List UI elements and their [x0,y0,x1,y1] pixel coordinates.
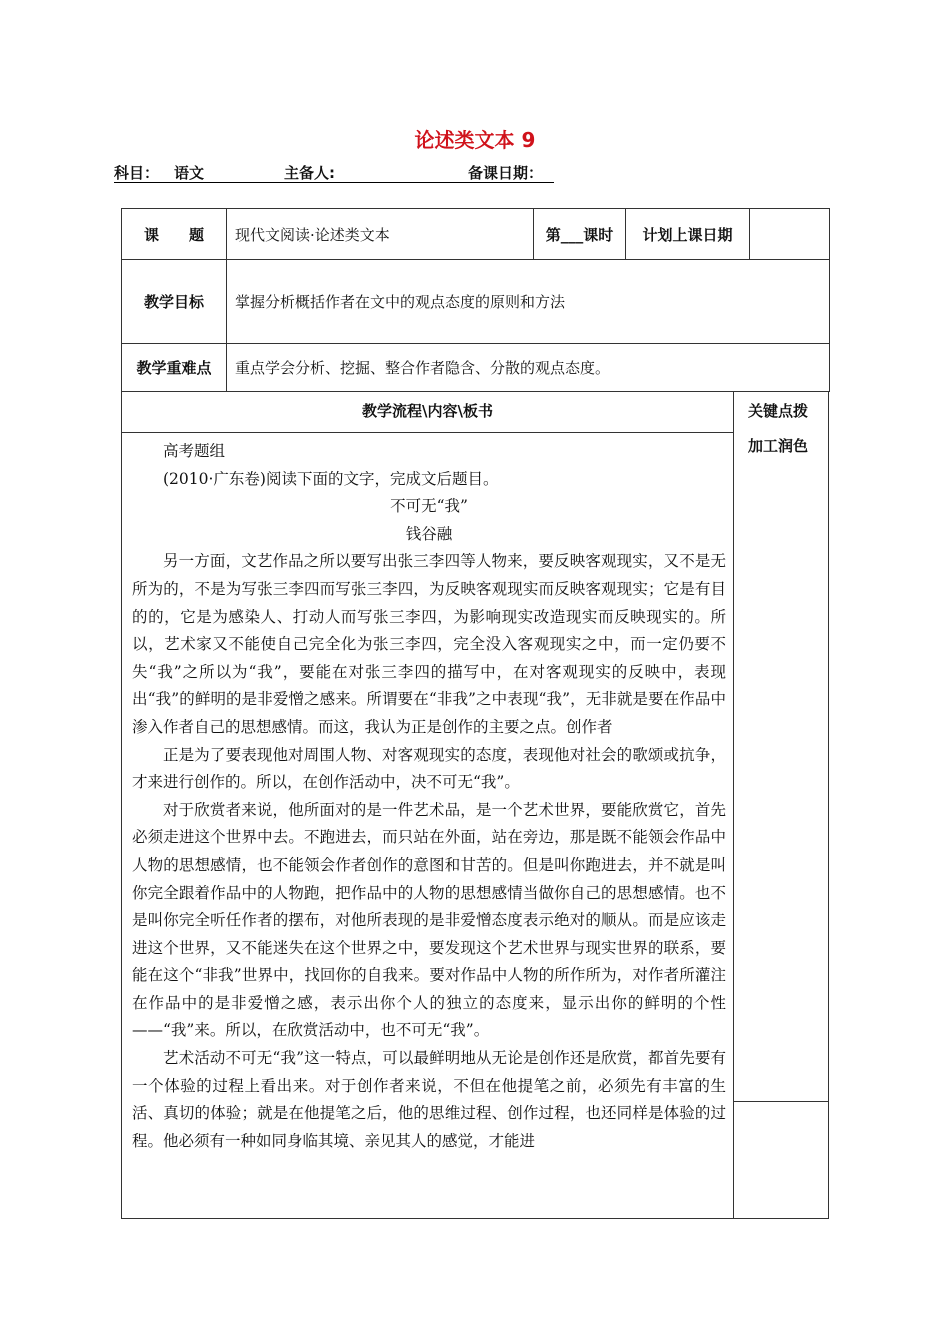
plan-date-label: 计划上课日期 [626,209,750,260]
header-divider [122,432,733,433]
polish-label: 加工润色 [748,437,809,455]
subject-label: 科目： [114,164,160,182]
side-divider [733,1101,828,1102]
period-label: 第___课时 [534,209,626,260]
paragraph: 正是为了要表现他对周围人物、对客观现实的态度，表现他对社会的歌颂或抗争，才来进行创作的。所以，在创作活动中，决不可无“我”。 [132,745,726,792]
key-points-label: 关键点拨 [748,402,809,420]
article-title: 不可无“我” [390,497,468,516]
article-author: 钱谷融 [405,524,453,543]
teaching-flow-section [121,391,829,1219]
subject-value: 语文 [174,164,205,182]
question-intro: (2010·广东卷)阅读下面的文字，完成文后题目。 [163,469,499,488]
column-divider [733,392,734,1218]
topic-value: 现代文阅读·论述类文本 [227,209,534,260]
key-value: 重点学会分析、挖掘、整合作者隐含、分散的观点态度。 [227,344,830,392]
lesson-plan-table [121,208,830,392]
date-label: 备课日期： [468,164,544,182]
paragraph: 艺术活动不可无“我”这一特点，可以最鲜明地从无论是创作还是欣赏，都首先要有一个体验的过程上看出来。对于创作者来说，不但在他提笔之前，必须先有丰富的生活、真切的体验；就是在他提笔之后，他的思维过程、创作过程，也还同样是体验的过程。他必须有一种如同身临其境、亲见其人的感觉，才能进 [132,1049,726,1150]
key-label: 教学重难点 [122,344,227,392]
goal-value: 掌握分析概括作者在文中的观点态度的原则和方法 [227,260,830,344]
section-label: 高考题组 [163,442,226,460]
paragraph: 对于欣赏者来说，他所面对的是一件艺术品，是一个艺术世界，要能欣赏它，首先必须走进这个世界中去。不跑进去，而只站在外面，站在旁边，那是既不能领会作品中人物的思想感情，也不能领会作者创作的意图和甘苦的。但是叫你跑进去，并不就是叫你完全跟着作品中的人物跑，把作品中的人物的思想感情当做你自己的思想感情。也不是叫你完全听任作者的摆布，对他所表现的是非爱憎态度表示绝对的顺从。而是应该走进这个世界，又不能迷失在这个世界之中，要发现这个艺术世界与现实世界的联系，要能在这个“非我”世界中，找回你的自我来。要对作品中人物的所作所为，对作者所灌注在作品中的是非爱憎之感，表示出你个人的独立的态度来，显示出你的鲜明的个性——“我”来。所以，在欣赏活动中，也不可无“我”。 [132,800,726,1040]
page-title: 论述类文本 9 [414,128,536,152]
preparer-label: 主备人: [284,164,335,182]
plan-date-value [750,209,830,260]
flow-header: 教学流程\内容\板书 [362,402,493,420]
article-content [132,438,726,1155]
goal-label: 教学目标 [122,260,227,344]
paragraph: 另一方面，文艺作品之所以要写出张三李四等人物来，要反映客观现实，又不是无所为的，不是为写张三李四而写张三李四，为反映客观现实而反映客观现实；它是有目的的，它是为感染人、打动人而写张三李四，为影响现实改造现实而反映现实的。所以，艺术家又不能使自己完全化为张三李四，完全没入客观现实之中，而一定仍要不失“我”之所以为“我”，要能在对张三李四的描写中，在对客观现实的反映中，表现出“我”的鲜明的是非爱憎之感来。所谓要在“非我”之中表现“我”，无非就是要在作品中渗入作者自己的思想感情。而这，我认为正是创作的主要之点。创作者 [132,552,726,736]
topic-label: 课 题 [122,209,227,260]
